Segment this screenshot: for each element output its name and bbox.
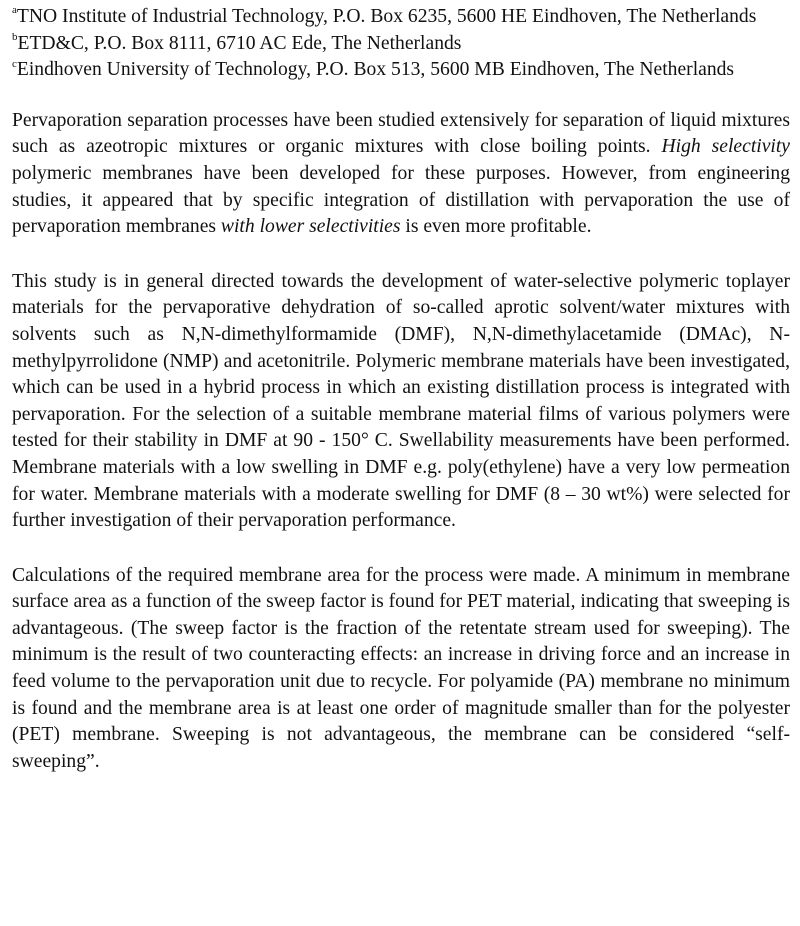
affiliation-marker: b [12, 31, 18, 44]
paragraph-text: Pervaporation separation processes have been studied extensively for separation of liquid mixtures such as azeotropic mixtures or organic mixtures with close boiling points. [12, 109, 790, 158]
affiliation-text: ETD&C, P.O. Box 8111, 6710 AC Ede, The Netherlands [17, 32, 462, 54]
emphasis-text: High selectivity [661, 136, 790, 158]
affiliation-b [12, 31, 790, 58]
affiliation-text: Eindhoven University of Technology, P.O. Box 513, 5600 MB Eindhoven, The Netherlands [16, 59, 735, 81]
paragraph-text: polymeric membranes have been developed for these purposes. However, from engineering studies, it appeared that by specific integration of distillation with pervaporation the use of pervaporation membranes [12, 162, 790, 238]
affiliation-c [12, 57, 790, 84]
affiliation-marker: a [12, 4, 17, 17]
affiliation-marker: c [12, 57, 17, 70]
affiliation-a [12, 4, 790, 31]
paragraph-calculations: Calculations of the required membrane area for the process were made. A minimum in membrane surface area as a function of the sweep factor is found for PET material, indicating that sweeping is advantageous. (The sweep factor is the fraction of the retentate stream used for sweeping). The minimum is the result of two counteracting effects: an increase in driving force and an increase in feed volume to the pervaporation unit due to recycle. For polyamide (PA) membrane no minimum is found and the membrane area is at least one order of magnitude smaller than for the polyester (PET) membrane. Sweeping is not advantageous, the membrane can be considered “self-sweeping”. [12, 564, 790, 772]
paragraph-introduction [12, 108, 790, 241]
paragraph-study-scope: This study is in general directed towards the development of water-selective polymeric toplayer materials for the pervaporative dehydration of so-called aprotic solvent/water mixtures with solvents such as N,N-dimethylformamide (DMF), N,N-dimethylacetamide (DMAc), N-methylpyrrolidone (NMP) and acetonitrile. Polymeric membrane materials have been investigated, which can be used in a hybrid process in which an existing distillation process is integrated with pervaporation. For the selection of a suitable membrane material films of various polymers were tested for their stability in DMF at 90 - 150° C. Swellability measurements have been performed. Membrane materials with a low swelling in DMF e.g. poly(ethylene) have a very low permeation for water. Membrane materials with a moderate swelling for DMF (8 – 30 wt%) were selected for further investigation of their pervaporation performance. [12, 270, 790, 532]
document-page [12, 4, 790, 775]
paragraph-text: is even more profitable. [400, 216, 592, 238]
affiliation-text: TNO Institute of Industrial Technology, P.O. Box 6235, 5600 HE Eindhoven, The Netherlands [16, 6, 757, 27]
emphasis-text: with lower selectivities [220, 216, 401, 238]
